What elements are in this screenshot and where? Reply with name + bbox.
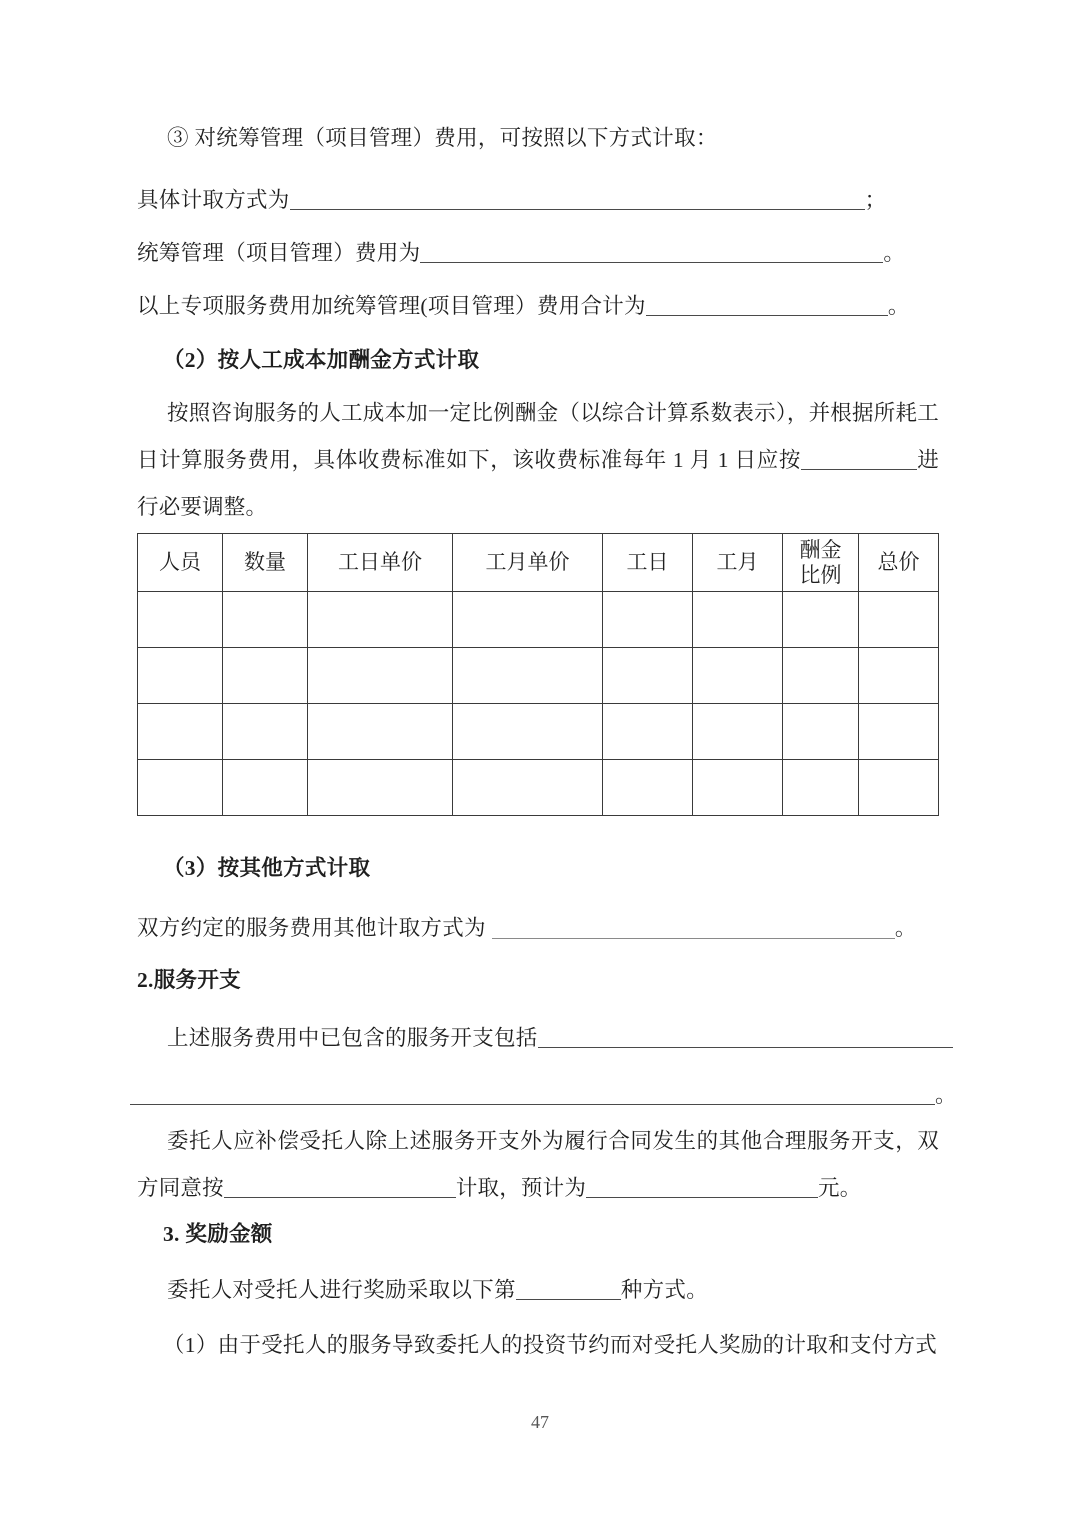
specific-method-terminator: ；	[864, 188, 887, 212]
heading-service-expense-text: 2.服务开支	[137, 968, 241, 992]
paragraph-item3-intro	[137, 128, 937, 150]
table-header-row	[138, 534, 939, 592]
table-header-personnel: 人员	[138, 534, 223, 592]
paragraph-labor-cost	[137, 390, 939, 531]
reward-method-text-part2: 种方式。	[620, 1278, 709, 1302]
heading-other-method	[137, 858, 937, 880]
table-cell[interactable]	[223, 704, 308, 760]
field-coordination-fee	[137, 243, 937, 265]
table-cell[interactable]	[859, 704, 939, 760]
compensation-basis-input[interactable]	[224, 1196, 456, 1198]
page-number: 47	[531, 1412, 549, 1432]
reward-method-text-part1: 委托人对受托人进行奖励采取以下第	[167, 1278, 516, 1302]
total-fee-terminator: 。	[887, 294, 910, 318]
included-expense-terminator: 。	[935, 1083, 957, 1107]
annual-adjustment-input[interactable]	[801, 468, 917, 470]
table-cell[interactable]	[223, 648, 308, 704]
compensation-text-part2: 计取，预计为	[455, 1176, 587, 1200]
table-cell[interactable]	[603, 648, 693, 704]
other-method-label: 双方约定的服务费用其他计取方式为	[137, 916, 486, 940]
field-specific-method	[137, 190, 937, 212]
labor-cost-fee-table	[137, 533, 939, 816]
included-expense-continuation-input[interactable]	[130, 1103, 935, 1105]
table-cell[interactable]	[603, 760, 693, 816]
table-cell[interactable]	[603, 592, 693, 648]
labor-cost-text-part1: 按照咨询服务的人工成本加一定比例酬金（以综合计算系数表示），并根据所耗工日计算服务费用，具体收费标准如下，该收费标准每年 1 月 1 日应按	[137, 401, 939, 472]
table-cell[interactable]	[783, 648, 859, 704]
table-cell[interactable]	[859, 648, 939, 704]
heading-labor-cost-method	[137, 350, 937, 372]
heading-service-expense	[137, 970, 937, 992]
field-included-expense	[137, 1028, 937, 1050]
table-cell[interactable]	[308, 592, 453, 648]
table-header-quantity: 数量	[223, 534, 308, 592]
total-fee-label: 以上专项服务费用加统筹管理(项目管理）费用合计为	[137, 294, 646, 318]
paragraph-compensation	[137, 1118, 939, 1212]
table-cell[interactable]	[138, 648, 223, 704]
table-cell[interactable]	[783, 592, 859, 648]
table-cell[interactable]	[308, 648, 453, 704]
table-header-monthly-rate: 工月单价	[453, 534, 603, 592]
table-cell[interactable]	[693, 704, 783, 760]
table-row	[138, 592, 939, 648]
table-cell[interactable]	[308, 704, 453, 760]
table-cell[interactable]	[453, 760, 603, 816]
table-header-workdays: 工日	[603, 534, 693, 592]
other-method-input[interactable]	[492, 937, 895, 939]
table-header-total-price: 总价	[859, 534, 939, 592]
table-row	[138, 760, 939, 816]
field-total-fee	[137, 296, 937, 318]
included-expense-label: 上述服务费用中已包含的服务开支包括	[167, 1026, 538, 1050]
paragraph-reward-item-1	[137, 1335, 937, 1357]
field-other-method	[137, 918, 937, 940]
table-cell[interactable]	[308, 760, 453, 816]
compensation-amount-input[interactable]	[586, 1196, 818, 1198]
field-reward-method	[137, 1280, 937, 1302]
specific-method-label: 具体计取方式为	[137, 188, 290, 212]
coordination-fee-label: 统筹管理（项目管理）费用为	[137, 241, 421, 265]
heading-labor-cost-method-text: （2）按人工成本加酬金方式计取	[163, 348, 480, 372]
table-cell[interactable]	[453, 648, 603, 704]
table-cell[interactable]	[138, 760, 223, 816]
included-expense-input[interactable]	[538, 1046, 953, 1048]
table-cell[interactable]	[693, 592, 783, 648]
table-cell[interactable]	[859, 592, 939, 648]
table-cell[interactable]	[859, 760, 939, 816]
other-method-terminator: 。	[894, 916, 917, 940]
labor-cost-text-part2: 进行必要调整。	[137, 448, 940, 519]
heading-reward-amount	[137, 1224, 937, 1246]
table-cell[interactable]	[453, 704, 603, 760]
item3-intro-text: ③ 对统筹管理（项目管理）费用，可按照以下方式计取：	[167, 126, 718, 150]
table-cell[interactable]	[223, 760, 308, 816]
table-cell[interactable]	[453, 592, 603, 648]
coordination-fee-input[interactable]	[420, 261, 883, 263]
specific-method-input[interactable]	[290, 208, 865, 210]
table-cell[interactable]	[693, 648, 783, 704]
total-fee-input[interactable]	[646, 314, 888, 316]
table-cell[interactable]	[783, 704, 859, 760]
reward-item-1-text: （1）由于受托人的服务导致委托人的投资节约而对受托人奖励的计取和支付方式	[163, 1333, 938, 1357]
reward-method-input[interactable]	[516, 1298, 621, 1300]
table-cell[interactable]	[223, 592, 308, 648]
table-row	[138, 704, 939, 760]
table-header-daily-rate: 工日单价	[308, 534, 453, 592]
table-row	[138, 648, 939, 704]
table-header-workmonths: 工月	[693, 534, 783, 592]
heading-reward-amount-text: 3. 奖励金额	[163, 1222, 273, 1246]
table-cell[interactable]	[693, 760, 783, 816]
table-cell[interactable]	[138, 704, 223, 760]
coordination-fee-terminator: 。	[883, 241, 905, 265]
table-header-reward-ratio: 酬金 比例	[783, 534, 859, 592]
field-included-expense-continuation	[130, 1083, 957, 1107]
table-cell[interactable]	[603, 704, 693, 760]
table-cell[interactable]	[138, 592, 223, 648]
heading-other-method-text: （3）按其他方式计取	[163, 856, 371, 880]
compensation-text-part3: 元。	[818, 1176, 862, 1200]
table-cell[interactable]	[783, 760, 859, 816]
compensation-text-part1: 委托人应补偿受托人除上述服务开支外为履行合同发生的其他合理服务开支，双方同意按	[137, 1129, 939, 1200]
